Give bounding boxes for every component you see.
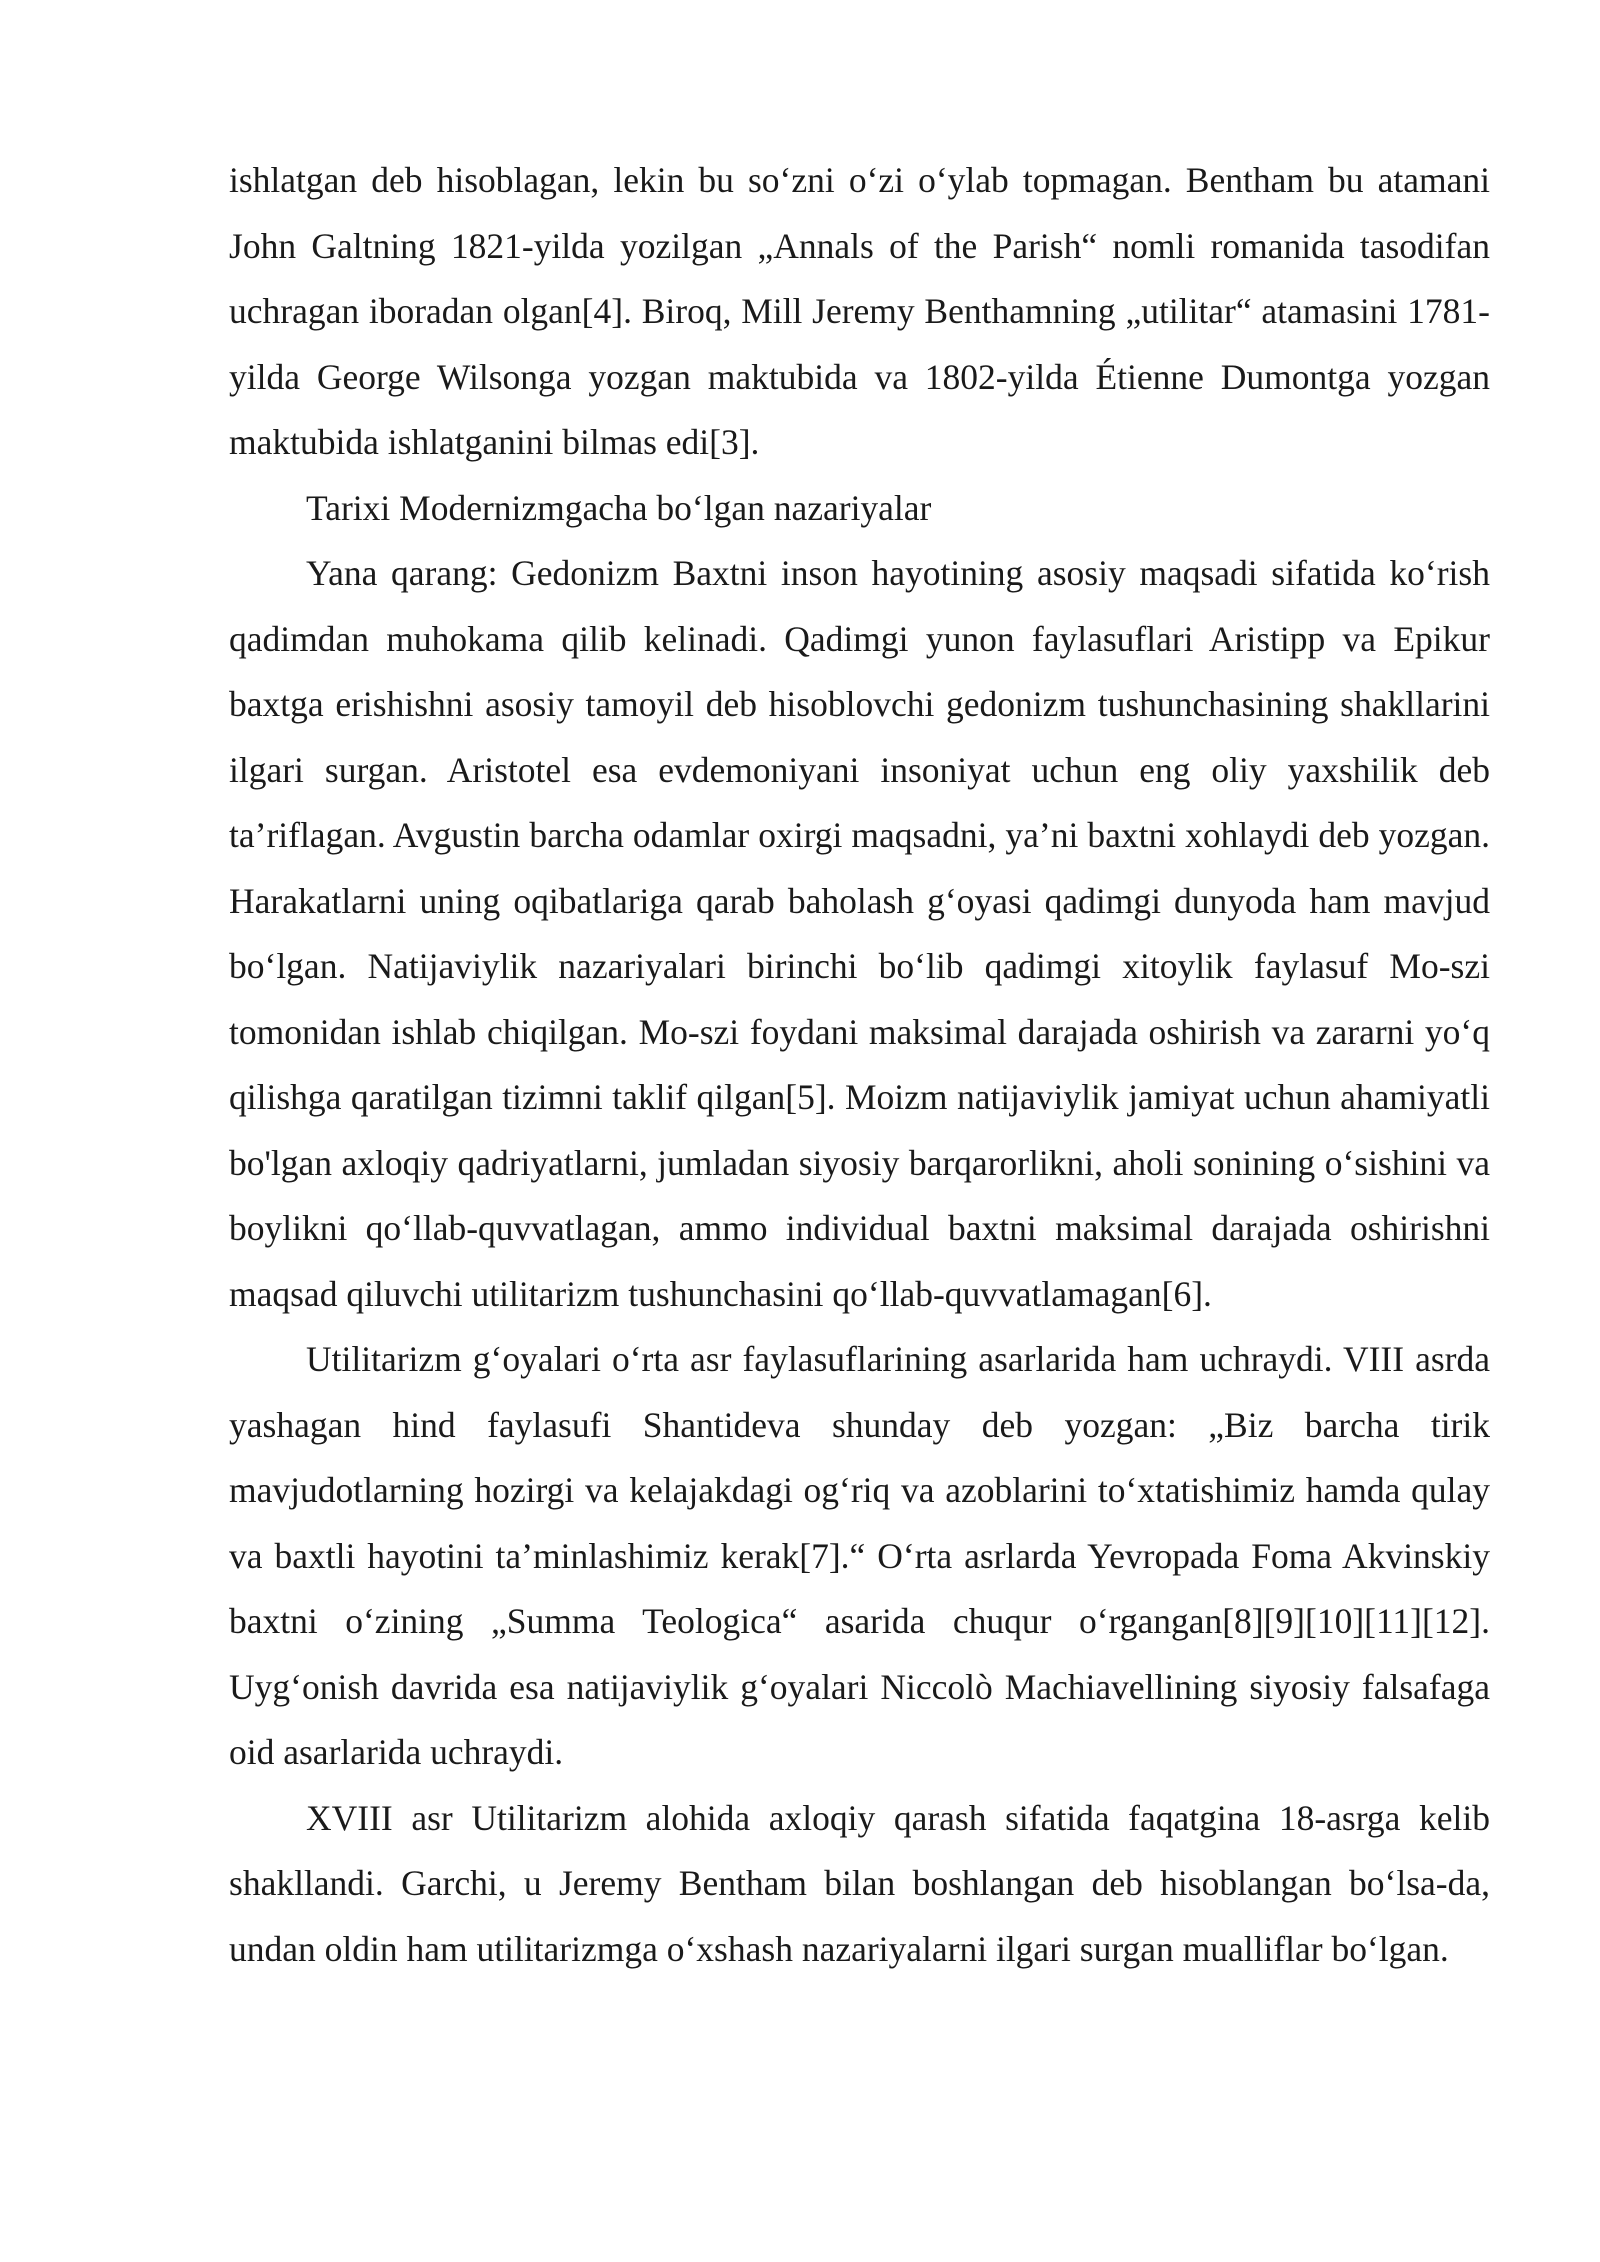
paragraph-hedonism-ancient: Yana qarang: Gedonizm Baxtni inson hayotining asosiy maqsadi sifatida ko‘rish qadimdan muhokama qilib kelinadi. Qadimgi yunon faylasuflari Aristipp va Epikur baxtga erishishni asosiy tamoyil deb hisoblovchi gedonizm tushunchasining shakllarini ilgari surgan. Aristotel esa evdemoniyani insoniyat uchun eng oliy yaxshilik deb ta’riflagan. Avgustin barcha odamlar oxirgi maqsadni, ya’ni baxtni xohlaydi deb yozgan. Harakatlarni uning oqibatlariga qarab baholash g‘oyasi qadimgi dunyoda ham mavjud bo‘lgan. Natijaviylik nazariyalari birinchi bo‘lib qadimgi xitoylik faylasuf Mo-szi tomonidan ishlab chiqilgan. Mo-szi foydani maksimal darajada oshirish va zararni yo‘q qilishga qaratilgan tizimni taklif qilgan[5]. Moizm natijaviylik jamiyat uchun ahamiyatli bo'lgan axloqiy qadriyatlarni, jumladan siyosiy barqarorlikni, aholi sonining o‘sishini va boylikni qo‘llab-quvvatlagan, ammo individual baxtni maksimal darajada oshirishni maqsad qiluvchi utilitarizm tushunchasini qo‘llab-quvvatlamagan[6]. <box>229 553 1490 1314</box>
section-heading-premodern-theories: Tarixi Modernizmgacha bo‘lgan nazariyalar <box>306 487 932 528</box>
document-page <box>229 148 1490 1982</box>
paragraph-medieval-utilitarianism: Utilitarizm g‘oyalari o‘rta asr faylasuflarining asarlarida ham uchraydi. VIII asrda yashagan hind faylasufi Shantideva shunday deb yozgan: „Biz barcha tirik mavjudotlarning hozirgi va kelajakdagi og‘riq va azoblarini to‘xtatishimiz hamda qulay va baxtli hayotini ta’minlashimiz kerak[7].“ O‘rta asrlarda Yevropada Foma Akvinskiy baxtni o‘zining „Summa Teologica“ asarida chuqur o‘rgangan[8][9][10][11][12]. Uyg‘onish davrida esa natijaviylik g‘oyalari Niccolò Machiavellining siyosiy falsafaga oid asarlarida uchraydi. <box>229 1339 1490 1772</box>
paragraph-bentham-term-origin: ishlatgan deb hisoblagan, lekin bu so‘zni o‘zi o‘ylab topmagan. Bentham bu atamani John Galtning 1821-yilda yozilgan „Annals of the Parish“ nomli romanida tasodifan uchragan iboradan olgan[4]. Biroq, Mill Jeremy Benthamning „utilitar“ atamasini 1781-yilda George Wilsonga yozgan maktubida va 1802-yilda Étienne Dumontga yozgan maktubida ishlatganini bilmas edi[3]. <box>229 160 1490 462</box>
paragraph-18th-century: XVIII asr Utilitarizm alohida axloqiy qarash sifatida faqatgina 18-asrga kelib shakllandi. Garchi, u Jeremy Bentham bilan boshlangan deb hisoblangan bo‘lsa-da, undan oldin ham utilitarizmga o‘xshash nazariyalarni ilgari surgan mualliflar bo‘lgan. <box>229 1797 1490 1969</box>
